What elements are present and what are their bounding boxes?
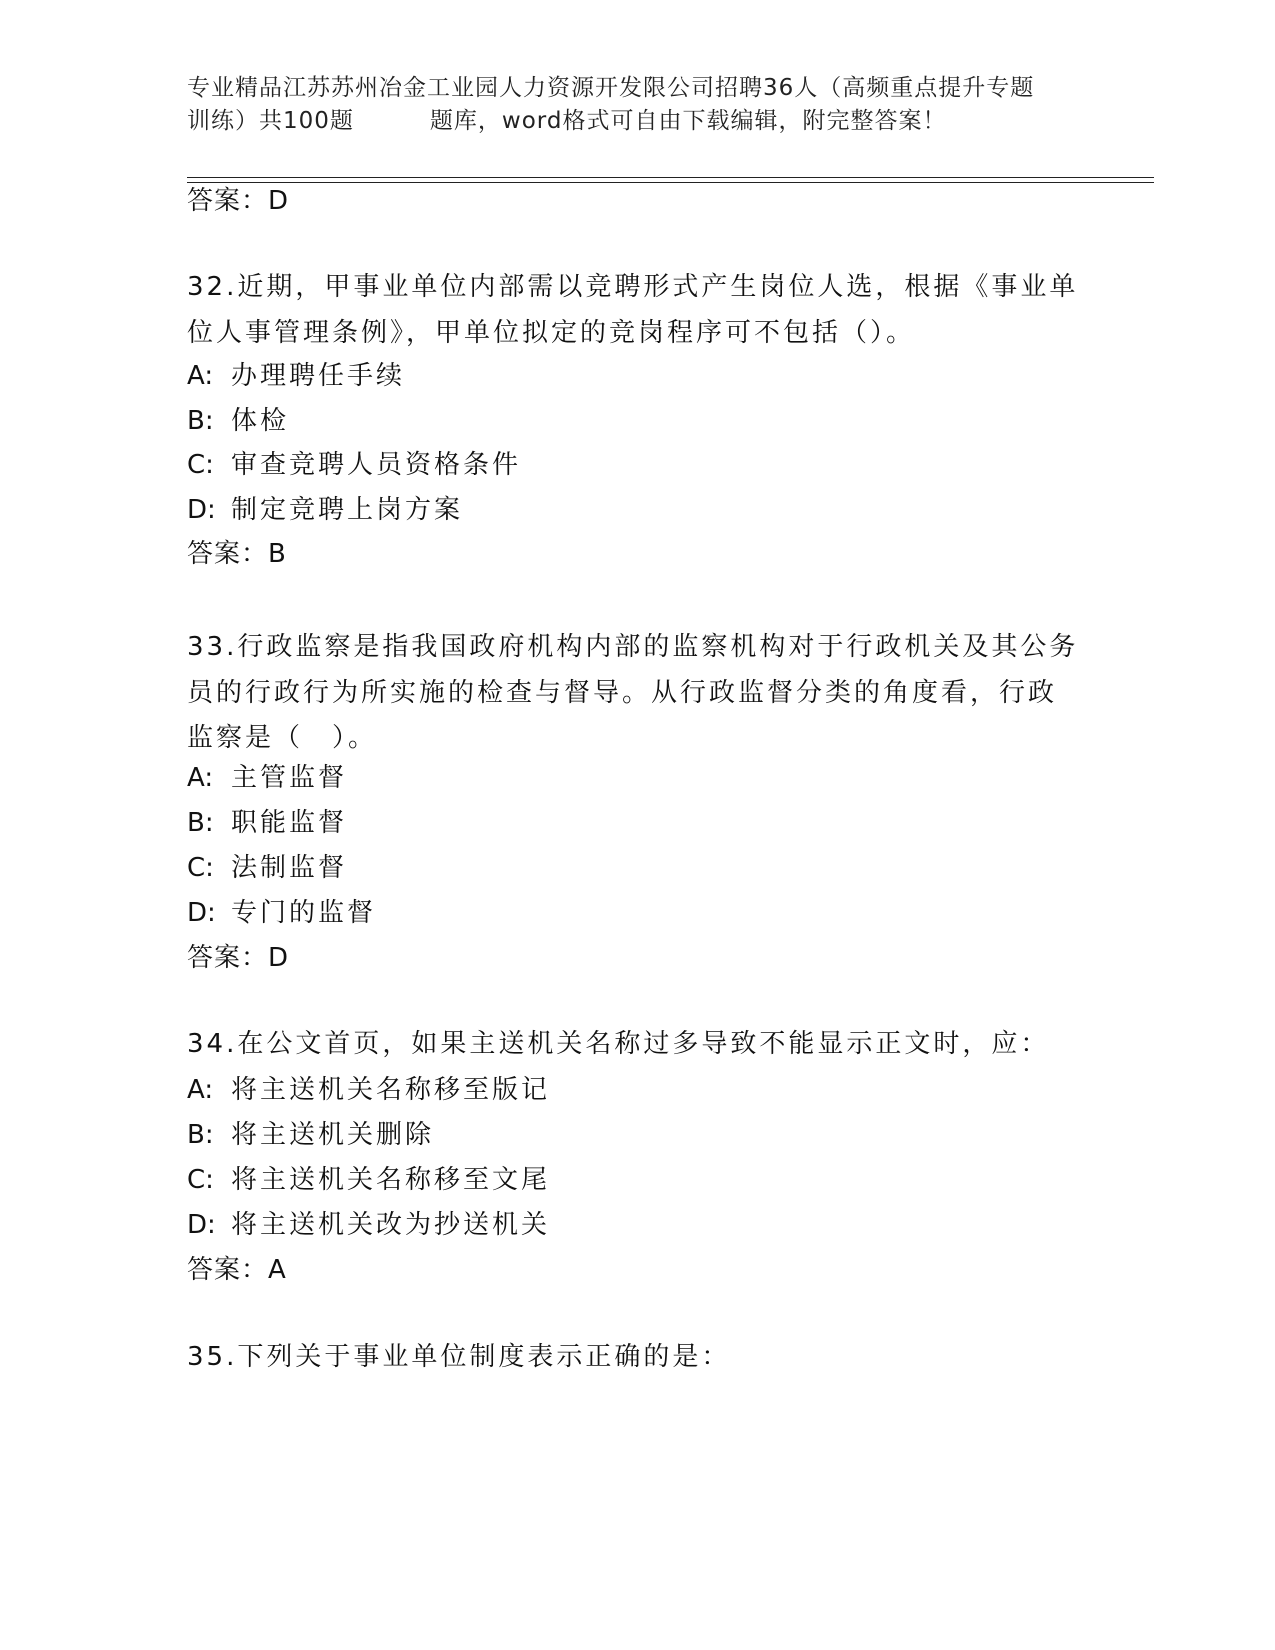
option-letter: B:: [187, 808, 214, 838]
question-line: 员的行政行为所实施的检查与督导。从行政监督分类的角度看，行政: [187, 677, 1058, 708]
question-33-option-b: [187, 800, 347, 846]
header-line-2-end: 题库，word格式可自由下载编辑，附完整答案！: [429, 108, 947, 134]
header-rule-top: [187, 177, 1154, 178]
option-letter: C:: [187, 450, 214, 480]
option-text: 职能监督: [231, 808, 348, 838]
question-32-option-a: [187, 353, 405, 399]
option-text: 将主送机关名称移至文尾: [231, 1165, 551, 1195]
option-text: 体检: [231, 406, 290, 436]
option-text: 将主送机关改为抄送机关: [231, 1210, 551, 1240]
option-letter: C:: [187, 853, 214, 883]
option-text: 将主送机关删除: [231, 1120, 435, 1150]
option-text: 专门的监督: [231, 898, 377, 928]
option-text: 法制监督: [231, 853, 348, 883]
option-text: 制定竞聘上岗方案: [231, 495, 464, 525]
question-33-option-a: [187, 755, 347, 801]
question-34-text: [187, 1022, 1087, 1068]
option-letter: A:: [187, 1075, 214, 1105]
question-line: 位人事管理条例》，甲单位拟定的竞岗程序可不包括（）。: [187, 317, 916, 348]
option-text: 主管监督: [231, 763, 348, 793]
question-34-answer: 答案：A: [187, 1255, 287, 1285]
question-34-option-b: [187, 1112, 434, 1158]
question-32-option-c: [187, 442, 521, 488]
question-line: 32.近期，甲事业单位内部需以竞聘形式产生岗位人选，根据《事业单: [187, 272, 1079, 302]
question-34-option-c: [187, 1157, 550, 1203]
option-letter: D:: [187, 495, 216, 525]
answer-line: 答案：D: [187, 186, 290, 216]
option-letter: A:: [187, 361, 214, 391]
option-text: 办理聘任手续: [231, 361, 406, 391]
question-34-option-d: [187, 1202, 550, 1248]
option-letter: D:: [187, 898, 216, 928]
question-33-answer: 答案：D: [187, 943, 290, 973]
option-letter: B:: [187, 406, 214, 436]
question-33-option-c: [187, 845, 347, 891]
header-rule-bottom: [187, 182, 1154, 183]
header-line-2-start: 训练）共100题: [187, 108, 354, 134]
question-line: 33.行政监察是指我国政府机构内部的监察机构对于行政机关及其公务: [187, 632, 1079, 662]
question-32-option-d: [187, 487, 463, 533]
question-line: 35.下列关于事业单位制度表示正确的是：: [187, 1342, 731, 1372]
page-header: [187, 72, 1087, 138]
question-32-answer: 答案：B: [187, 539, 287, 569]
question-32-text: [187, 265, 1087, 356]
header-line-1: 专业精品江苏苏州冶金工业园人力资源开发限公司招聘36人（高频重点提升专题: [187, 75, 1035, 101]
option-letter: C:: [187, 1165, 214, 1195]
header-line-2: [187, 105, 1087, 138]
question-33-option-d: [187, 890, 376, 936]
option-letter: D:: [187, 1210, 216, 1240]
question-33-text: [187, 625, 1087, 762]
option-text: 审查竞聘人员资格条件: [231, 450, 522, 480]
option-letter: A:: [187, 763, 214, 793]
question-line: 34.在公文首页，如果主送机关名称过多导致不能显示正文时，应：: [187, 1029, 1050, 1059]
option-letter: B:: [187, 1120, 214, 1150]
question-34-option-a: [187, 1067, 550, 1113]
question-32-option-b: [187, 398, 289, 444]
option-text: 将主送机关名称移至版记: [231, 1075, 551, 1105]
question-35-text: [187, 1335, 1087, 1381]
question-line: 监察是（ ）。: [187, 723, 378, 753]
